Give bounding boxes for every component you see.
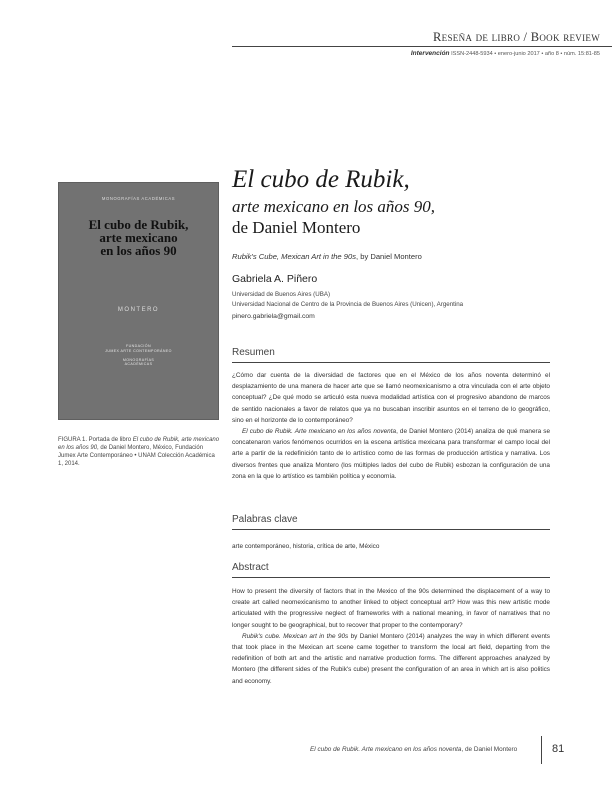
cover-title xyxy=(58,218,219,257)
footer-rest: , de Daniel Montero xyxy=(461,746,518,753)
english-title-italic: Rubik's Cube, Mexican Art in the 90s xyxy=(232,252,356,261)
english-title-rest: , by Daniel Montero xyxy=(356,252,422,261)
keywords-heading: Palabras clave xyxy=(232,514,298,525)
subtitle-line-1: arte mexicano en los años 90, xyxy=(232,197,436,216)
cover-small-line: ACADÉMICAS xyxy=(124,362,153,367)
article-title: El cubo de Rubik, xyxy=(232,166,410,193)
abstract-paragraph-2 xyxy=(232,631,550,687)
subtitle-line-2: de Daniel Montero xyxy=(232,218,361,237)
figure-caption xyxy=(58,436,220,468)
running-footer xyxy=(310,746,532,753)
resumen-book-title: El cubo de Rubik. Arte mexicano en los años noventa xyxy=(242,428,397,436)
section-label: Reseña de libro / Book review xyxy=(433,30,600,44)
author-name: Gabriela A. Piñero xyxy=(232,273,318,285)
abstract-body xyxy=(232,586,550,687)
resumen-paragraph-2-rest: , de Daniel Montero (2014) analiza de qué manera se concatenaron varios fenómenos ocurridos en la escena artística mexicana para transformar el campo local del arte a partir de la redefinición tanto de lo artístico como de las formas de producción artística y narrativa. Los diversos frentes que analiza Montero (los múltiples lados del cubo de Rubik) esbozan la configuración de una zona en la que lo artístico es también política y economía. xyxy=(232,428,551,480)
cover-title-line: en los años 90 xyxy=(100,243,177,258)
cover-title-line: El cubo de Rubik, xyxy=(88,217,189,232)
journal-details: ISSN-2448-5934 • enero-junio 2017 • año 8 • núm. 15:81-85 xyxy=(449,51,600,57)
cover-title-line: arte mexicano xyxy=(99,230,178,245)
resumen-body xyxy=(232,370,550,482)
cover-small-line: FUNDACIÓN xyxy=(126,344,151,348)
english-title xyxy=(232,252,422,261)
resumen-rule xyxy=(232,362,550,363)
resumen-paragraph-1: ¿Cómo dar cuenta de la diversidad de factores que en el México de los años noventa determinó el desplazamiento de una manera de hacer arte que se llamó neomexicanismo a otra vinculada con el arte objeto conceptual? ¿De qué modo se articuló esta nueva modalidad artística con el progresivo abandono de marcos de sentido nacionales a favor de relatos que ya no buscaban inscribir asuntos en el terreno de lo geográfico, sino en el horizonte de lo contemporáneo? xyxy=(232,372,550,424)
footer-book-title: El cubo de Rubik. Arte mexicano en los años noventa xyxy=(310,746,462,753)
abstract-rule xyxy=(232,577,550,578)
page-number: 81 xyxy=(552,743,565,755)
journal-name: Intervención xyxy=(410,50,450,57)
abstract-paragraph-1: How to present the diversity of factors that in the Mexico of the 90s determined the displacement of a way to create art called neomexicanismo to another linked to object conceptual art? How was this new artistic mode articulated with the progressive neglect of frameworks with a national meaning, in favor of narratives that no longer sought to be geographical, but to recover that proper to the contemporary? xyxy=(232,588,550,629)
resumen-heading: Resumen xyxy=(232,347,275,358)
cover-small-line: MONOGRAFÍAS xyxy=(122,357,155,362)
footer-rule xyxy=(541,736,542,764)
affiliation-2: Universidad Nacional de Centro de la Provincia de Buenos Aires (Unicen), Argentina xyxy=(232,300,464,308)
cover-small-line: JUMEX ARTE CONTEMPORÁNEO xyxy=(105,348,172,353)
cover-publisher xyxy=(58,344,219,367)
caption-label: FIGURA 1. Portada de libro xyxy=(58,437,133,443)
author-affiliation xyxy=(232,290,463,309)
cover-author: MONTERO xyxy=(117,307,160,313)
abstract-paragraph-2-rest: by Daniel Montero (2014) analyzes the way in which different events that took place in the Mexican art scene came together to transform the local art field, departing from the redefinition of both art and the artistic and narrative production forms. The different approaches analyzed by Montero (the different sides of the Rubik's cube) present the configuration of an area in which art is also politics and economy. xyxy=(232,632,550,685)
cover-series: MONOGRAFÍAS ACADÉMICAS xyxy=(101,196,176,201)
author-email[interactable]: pinero.gabriela@gmail.com xyxy=(232,313,315,320)
article-subtitle xyxy=(232,196,562,238)
caption-rest: , de Daniel Montero, México, Fundación Jumex Arte Contemporáneo • UNAM Colección Académica 1, 2014. xyxy=(58,445,215,467)
keywords-text: arte contemporáneo, historia, crítica de arte, México xyxy=(232,543,380,550)
caption-book-title: El cubo de Rubik, arte mexicano en los años 90 xyxy=(58,437,220,451)
resumen-paragraph-2 xyxy=(232,426,550,482)
abstract-heading: Abstract xyxy=(232,562,269,573)
keywords-rule xyxy=(232,529,550,530)
header-rule xyxy=(232,46,612,47)
book-cover-image xyxy=(58,182,219,420)
affiliation-1: Universidad de Buenos Aires (UBA) xyxy=(232,291,331,298)
journal-info xyxy=(411,50,600,57)
abstract-book-title: Rubik's cube. Mexican art in the 90s xyxy=(242,632,349,640)
